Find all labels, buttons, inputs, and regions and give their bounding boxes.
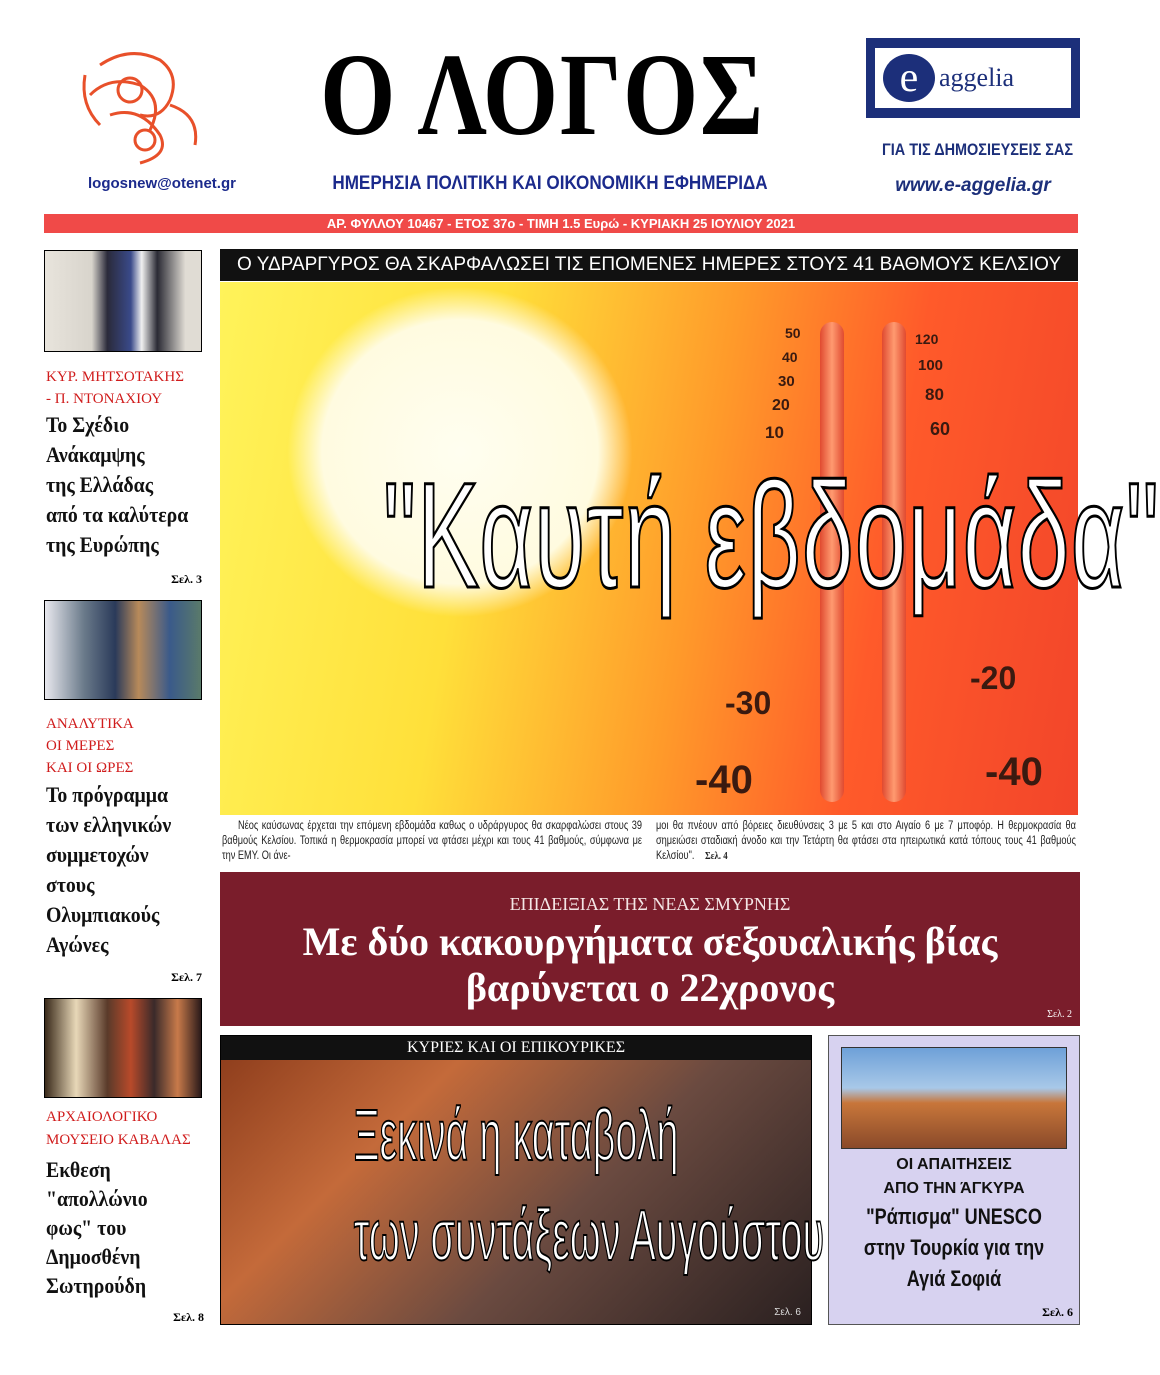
sidebar-kicker-3: ΑΡΧΑΙΟΛΟΓΙΚΟ ΜΟΥΣΕΙΟ ΚΑΒΑΛΑΣ	[46, 1109, 191, 1148]
tick-f: 60	[930, 419, 951, 439]
eaggelia-logo-word: aggelia	[939, 63, 1015, 92]
lead-hero-image[interactable]	[220, 282, 1160, 815]
tick-c: 40	[782, 349, 798, 365]
tick-c: 10	[765, 423, 784, 442]
tick-f: -20	[970, 660, 1017, 696]
story3-kicker: ΚΥΡΙΕΣ ΚΑΙ ΟΙ ΕΠΙΚΟΥΡΙΚΕΣ	[221, 1036, 811, 1060]
newspaper-logo-illustration	[70, 45, 210, 170]
tick-f: 120	[915, 331, 939, 347]
issue-info-bar: ΑΡ. ΦΥΛΛΟΥ 10467 - ΕΤΟΣ 37ο - ΤΙΜΗ 1.5 Ευρώ - ΚΥΡΙΑΚΗ 25 ΙΟΥΛΙΟΥ 2021	[44, 214, 1078, 233]
tick-f: -40	[985, 750, 1043, 794]
story-hagia-sophia[interactable]	[828, 1035, 1080, 1325]
lead-headline: "Καυτή εβδομάδα"	[383, 451, 1160, 619]
tick-f: 100	[918, 357, 944, 374]
story2-page-ref: Σελ. 2	[1047, 1009, 1072, 1020]
lead-caption-left: Νέος καύσωνας έρχεται την επόμενη εβδομάδα καθως ο υδράργυρος θα σκαρφαλώσει στους 39 βαθμούς Κελσίου. Τοπικά η θερμοκρασία μπορεί να φτάσει μέχρι και τους 41 βαθμούς, σύμφωνα με την ΕΜΥ. Οι άνε-	[222, 820, 642, 862]
lead-page-ref: Σελ. 4	[704, 850, 728, 862]
story4-page-ref: Σελ. 6	[1042, 1305, 1073, 1319]
story4-kicker: ΟΙ ΑΠΑΙΤΗΣΕΙΣ ΑΠΟ ΤΗΝ ΆΓΚΥΡΑ	[883, 1156, 1025, 1197]
tick-f: 80	[925, 385, 944, 404]
lead-caption-right-text: μοι θα πνέουν από βόρειες διευθύνσεις 3 με 5 και στο Αιγαίο 6 με 7 μποφόρ. Η θερμοκρασία θα σημειώσει σταδιακή άνοδο και την Τετάρτη θα φτάσει στα ηπειρωτικά κατά τόπους τους 41 βαθμούς Κελσίου".	[656, 820, 1076, 862]
lead-caption-right	[656, 819, 1076, 864]
sidebar-page-ref-2: Σελ. 7	[171, 970, 202, 984]
newspaper-subtitle: ΗΜΕΡΗΣΙΑ ΠΟΛΙΤΙΚΗ ΚΑΙ ΟΙΚΟΝΟΜΙΚΗ ΕΦΗΜΕΡΙΔΑ	[332, 173, 768, 194]
sidebar-kicker-1: ΚΥΡ. ΜΗΤΣΟΤΑΚΗΣ - Π. ΝΤΟΝΑΧΙΟΥ	[46, 369, 184, 407]
sidebar-photo-politicians	[44, 250, 202, 352]
sidebar-page-ref-3: Σελ. 8	[173, 1310, 204, 1324]
story-pensions[interactable]	[220, 1035, 825, 1325]
ad-tagline: ΓΙΑ ΤΙΣ ΔΗΜΟΣΙΕΥΣΕΙΣ ΣΑΣ	[882, 140, 1074, 159]
hagia-sophia-photo	[841, 1047, 1067, 1149]
tick-c: -30	[725, 685, 772, 721]
lead-banner: Ο ΥΔΡΑΡΓΥΡΟΣ ΘΑ ΣΚΑΡΦΑΛΩΣΕΙ ΤΙΣ ΕΠΟΜΕΝΕΣ ΗΜΕΡΕΣ ΣΤΟΥΣ 41 ΒΑΘΜΟΥΣ ΚΕΛΣΙΟΥ	[220, 249, 1078, 281]
contact-email[interactable]: logosnew@otenet.gr	[88, 175, 236, 192]
story4-headline: "Ράπισμα" UNESCO στην Τουρκία για την Αγιά Σοφιά	[863, 1204, 1045, 1291]
tick-c: 20	[772, 397, 790, 414]
story3-headline: Ξεκινά η καταβολή των συντάξεων Αυγούστου	[353, 1096, 825, 1276]
newspaper-title: Ο ΛΟΓΟΣ	[320, 29, 765, 160]
sidebar-headline-3[interactable]: Εκθεση "απολλώνιο φως" του Δημοσθένη Σωτηρούδη	[46, 1157, 148, 1298]
story2-headline: Με δύο κακουργήματα σεξουαλικής βίας βαρύνεται ο 22χρονος	[302, 919, 998, 1010]
story3-page-ref: Σελ. 6	[774, 1307, 801, 1318]
sidebar-headline-1[interactable]: Το Σχέδιο Ανάκαμψης της Ελλάδας από τα καλύτερα της Ευρώπης	[46, 412, 189, 557]
ad-url[interactable]: www.e-aggelia.gr	[895, 175, 1051, 196]
sidebar-kicker-2: ΑΝΑΛΥΤΙΚΑ ΟΙ ΜΕΡΕΣ ΚΑΙ ΟΙ ΩΡΕΣ	[46, 716, 134, 776]
story-banner-crime[interactable]	[220, 872, 1080, 1026]
sidebar-photo-museum	[44, 998, 202, 1098]
story2-kicker: ΕΠΙΔΕΙΞΙΑΣ ΤΗΣ ΝΕΑΣ ΣΜΥΡΝΗΣ	[509, 894, 791, 914]
eaggelia-logo-letter: e	[883, 54, 935, 102]
tick-c: 30	[778, 373, 795, 390]
sidebar-headline-2[interactable]: Το πρόγραμμα των ελληνικών συμμετοχών στους Ολυμπιακούς Αγώνες	[46, 782, 172, 957]
tick-c: 50	[785, 325, 801, 341]
tick-c: -40	[695, 758, 753, 802]
sidebar-photo-olympics	[44, 600, 202, 700]
eaggelia-ad[interactable]	[866, 38, 1080, 118]
sidebar-page-ref-1: Σελ. 3	[171, 572, 202, 586]
